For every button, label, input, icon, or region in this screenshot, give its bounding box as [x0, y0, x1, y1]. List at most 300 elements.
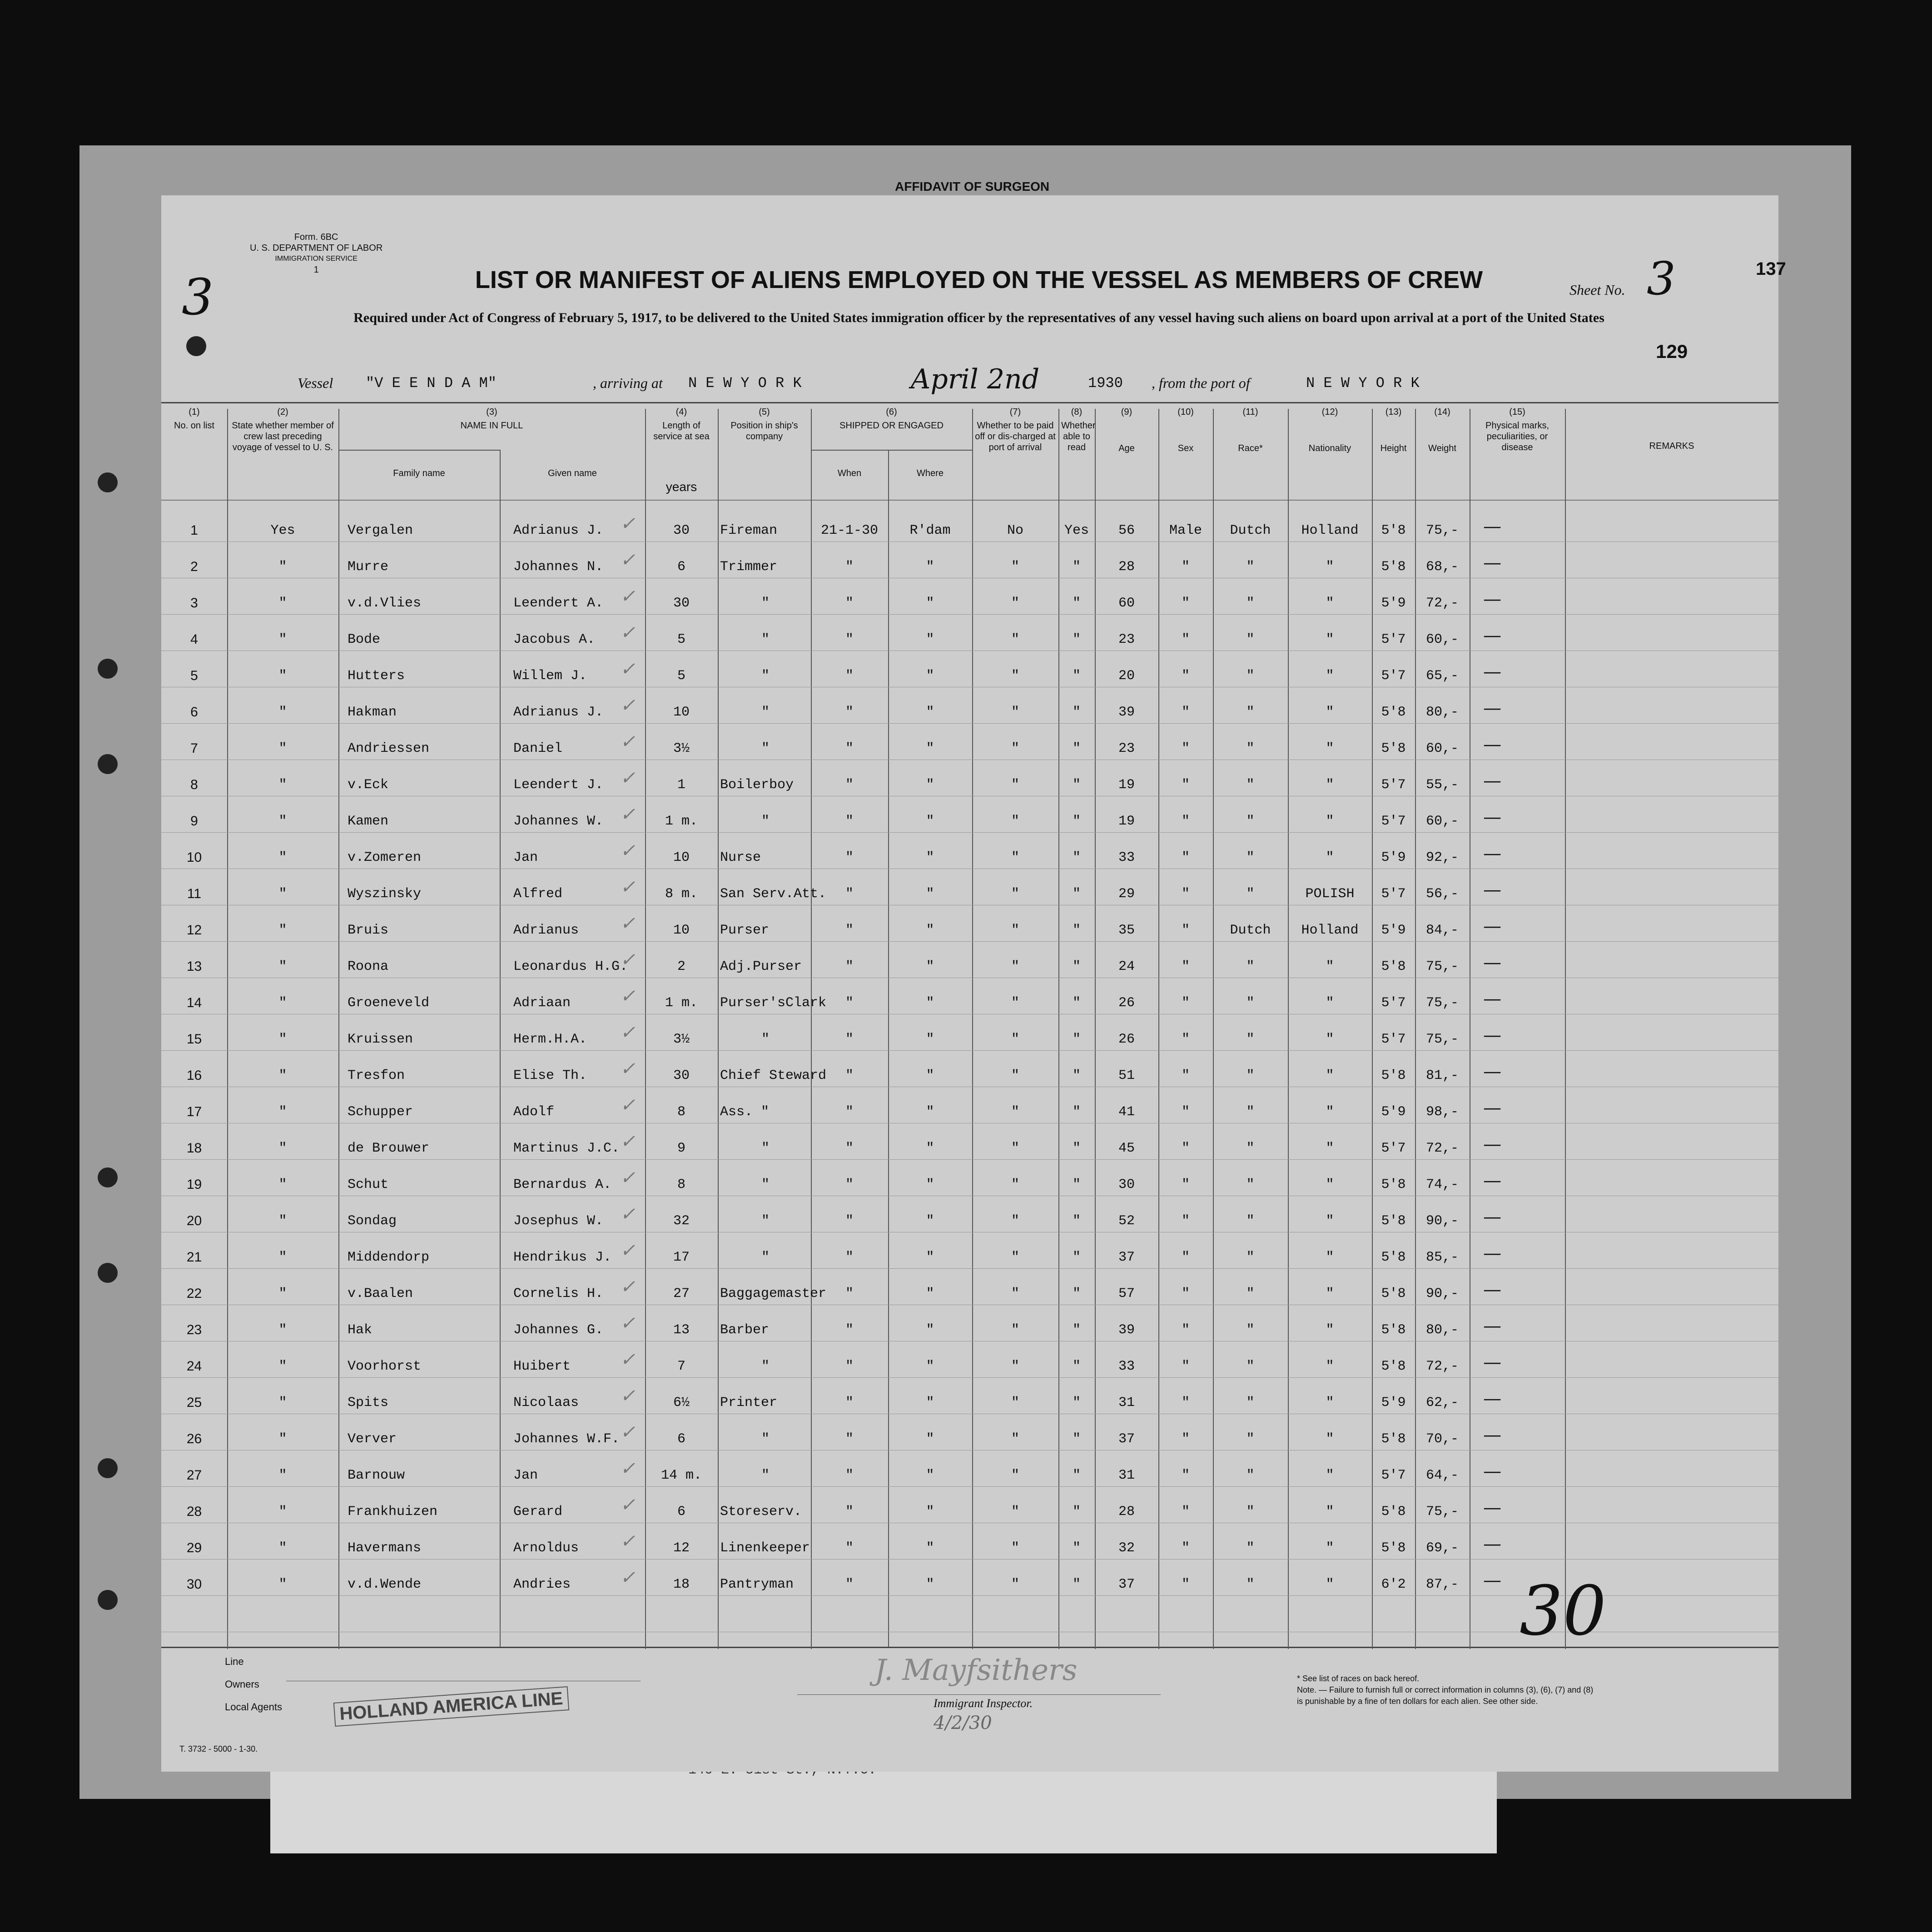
cell-no: 29	[186, 1540, 202, 1555]
cell-prev: "	[278, 1104, 287, 1120]
cell-given: Josephus W.	[513, 1213, 604, 1229]
check-tick: ✓	[620, 1458, 636, 1479]
cell-family: Hak	[348, 1322, 372, 1338]
arrival-year: 1930	[1088, 375, 1123, 392]
cell-sex: "	[1181, 1468, 1190, 1483]
cell-when: "	[845, 1540, 854, 1556]
cell-nat: "	[1326, 1504, 1334, 1520]
header-num: (11)	[1242, 407, 1258, 417]
page-subtitle: Required under Act of Congress of February 5, 1917, to be delivered to the United States immigration officer by the representatives of any vessel having such aliens on board upon arrival at a port of the United States	[353, 310, 1604, 325]
cell-age: 23	[1118, 632, 1135, 647]
cell-service: 8 m.	[665, 886, 698, 902]
row-rule	[161, 723, 1778, 724]
cell-age: 56	[1118, 523, 1135, 538]
cell-nat: "	[1326, 1286, 1334, 1301]
cell-where: "	[926, 596, 934, 611]
check-dash: —	[1483, 698, 1501, 719]
header-num: (5)	[759, 407, 770, 417]
cell-given: Daniel	[513, 741, 563, 756]
column-header: Nationality	[1308, 443, 1351, 453]
cell-height: 5'7	[1381, 632, 1406, 647]
owners-rule	[286, 1681, 641, 1682]
cell-where: "	[926, 668, 934, 684]
cell-nat: Holland	[1301, 523, 1359, 538]
cell-sex: "	[1181, 1431, 1190, 1447]
cell-race: "	[1246, 559, 1255, 575]
row-rule	[161, 614, 1778, 615]
page-title: LIST OR MANIFEST OF ALIENS EMPLOYED ON THE VESSEL AS MEMBERS OF CREW	[475, 266, 1483, 293]
cell-paid: "	[1011, 559, 1019, 575]
cell-family: Havermans	[348, 1540, 422, 1556]
cell-age: 29	[1118, 886, 1135, 902]
cell-paid: "	[1011, 668, 1019, 684]
check-tick: ✓	[620, 586, 636, 607]
column-header: Whether to be paid off or dis-charged at port of arrival	[975, 421, 1056, 452]
cell-when: "	[845, 668, 854, 684]
check-dash: —	[1483, 916, 1501, 937]
cell-service: 9	[677, 1141, 685, 1156]
cell-weight: 55,-	[1425, 777, 1459, 793]
cell-height: 5'8	[1381, 741, 1406, 756]
row-rule	[161, 832, 1778, 833]
cell-when: "	[845, 1395, 854, 1411]
cell-no: 15	[186, 1032, 202, 1047]
cell-weight: 84,-	[1425, 923, 1459, 938]
cell-given: Martinus J.C.	[513, 1141, 620, 1156]
cell-position: Trimmer	[720, 559, 778, 575]
cell-service: 30	[673, 523, 690, 538]
cell-height: 5'8	[1381, 1359, 1406, 1374]
check-tick: ✓	[620, 949, 636, 970]
cell-race: "	[1246, 959, 1255, 974]
cell-service: 17	[673, 1250, 690, 1265]
header-bottom	[161, 500, 1778, 501]
cell-no: 5	[190, 668, 198, 683]
cell-prev: "	[278, 741, 287, 756]
cell-nat: "	[1326, 1577, 1334, 1592]
cell-prev: "	[278, 850, 287, 865]
cell-where: "	[926, 705, 934, 720]
cell-age: 39	[1118, 1322, 1135, 1338]
cell-when: "	[845, 632, 854, 647]
cell-sex: "	[1181, 850, 1190, 865]
cell-race: "	[1246, 705, 1255, 720]
cell-service: 18	[673, 1577, 690, 1592]
cell-family: Murre	[348, 559, 389, 575]
cell-paid: "	[1011, 814, 1019, 829]
vessel-label: Vessel	[298, 375, 333, 391]
cell-where: "	[926, 850, 934, 865]
cell-prev: "	[278, 1032, 287, 1047]
cell-age: 35	[1118, 923, 1135, 938]
check-dash: —	[1483, 1316, 1501, 1336]
cell-no: 2	[190, 559, 198, 574]
cell-nat: "	[1326, 1468, 1334, 1483]
cell-nat: "	[1326, 959, 1334, 974]
cell-where: "	[926, 1504, 934, 1520]
cell-nat: "	[1326, 1213, 1334, 1229]
cell-service: 1 m.	[665, 995, 698, 1011]
cell-given: Adrianus	[513, 923, 579, 938]
check-dash: —	[1483, 1243, 1501, 1264]
cell-height: 5'8	[1381, 1068, 1406, 1083]
check-tick: ✓	[620, 1204, 636, 1225]
check-tick: ✓	[620, 1495, 636, 1515]
cell-family: Spits	[348, 1395, 389, 1411]
cell-weight: 75,-	[1425, 959, 1459, 974]
form-header	[250, 232, 382, 275]
cell-read: "	[1072, 886, 1081, 902]
cell-position: "	[761, 705, 770, 720]
cell-family: Verver	[348, 1431, 397, 1447]
cell-paid: "	[1011, 777, 1019, 793]
cell-sex: "	[1181, 814, 1190, 829]
cell-when: "	[845, 1577, 854, 1592]
cell-sex: "	[1181, 1213, 1190, 1229]
cell-nat: "	[1326, 1250, 1334, 1265]
check-dash: —	[1483, 589, 1501, 610]
check-dash: —	[1483, 1170, 1501, 1191]
cell-sex: "	[1181, 1359, 1190, 1374]
cell-given: Leonardus H.G.	[513, 959, 628, 974]
cell-service: 10	[673, 850, 690, 865]
cell-paid: "	[1011, 1032, 1019, 1047]
cell-sex: "	[1181, 1504, 1190, 1520]
check-dash: —	[1483, 1461, 1501, 1482]
cell-family: Sondag	[348, 1213, 397, 1229]
cell-height: 5'8	[1381, 523, 1406, 538]
cell-sex: "	[1181, 959, 1190, 974]
cell-nat: POLISH	[1305, 886, 1355, 902]
cell-read: "	[1072, 1177, 1081, 1192]
cell-race: "	[1246, 632, 1255, 647]
cell-read: "	[1072, 668, 1081, 684]
column-header: REMARKS	[1649, 441, 1694, 451]
cell-position: Purser	[720, 923, 770, 938]
cell-no: 22	[186, 1286, 202, 1301]
cell-nat: "	[1326, 1431, 1334, 1447]
cell-where: "	[926, 1032, 934, 1047]
cell-paid: "	[1011, 1322, 1019, 1338]
cell-age: 37	[1118, 1431, 1135, 1447]
cell-nat: "	[1326, 559, 1334, 575]
cell-when: "	[845, 1286, 854, 1301]
cell-service: 2	[677, 959, 685, 974]
cell-given: Arnoldus	[513, 1540, 579, 1556]
cell-when: "	[845, 1177, 854, 1192]
cell-paid: "	[1011, 741, 1019, 756]
cell-service: 30	[673, 1068, 690, 1083]
check-tick: ✓	[620, 986, 636, 1007]
inspector-label: Immigrant Inspector.	[934, 1697, 1033, 1710]
manifest-sheet	[161, 195, 1786, 1772]
cell-height: 5'8	[1381, 959, 1406, 974]
cell-weight: 90,-	[1425, 1286, 1459, 1301]
check-tick: ✓	[620, 513, 636, 534]
cell-given: Jacobus A.	[513, 632, 596, 647]
cell-where: "	[926, 777, 934, 793]
cell-no: 17	[186, 1104, 202, 1119]
cell-nat: "	[1326, 1395, 1334, 1411]
cell-sex: "	[1181, 741, 1190, 756]
cell-when: "	[845, 1322, 854, 1338]
cell-where: "	[926, 1104, 934, 1120]
cell-age: 24	[1118, 959, 1135, 974]
cell-position: Adj.Purser	[720, 959, 802, 974]
cell-weight: 69,-	[1425, 1540, 1459, 1556]
cell-age: 51	[1118, 1068, 1135, 1083]
cell-weight: 70,-	[1425, 1431, 1459, 1447]
cell-nat: "	[1326, 1177, 1334, 1192]
cell-when: "	[845, 741, 854, 756]
cell-height: 6'2	[1381, 1577, 1406, 1592]
cell-where: "	[926, 886, 934, 902]
check-dash: —	[1483, 552, 1501, 573]
table-top	[161, 402, 1778, 403]
cell-sex: "	[1181, 1395, 1190, 1411]
cell-race: "	[1246, 814, 1255, 829]
cell-where: "	[926, 959, 934, 974]
cell-service: 10	[673, 705, 690, 720]
check-dash: —	[1483, 625, 1501, 646]
cell-nat: "	[1326, 814, 1334, 829]
cell-position: Boilerboy	[720, 777, 794, 793]
header-num: (2)	[277, 407, 288, 417]
cell-weight: 85,-	[1425, 1250, 1459, 1265]
cell-nat: "	[1326, 1540, 1334, 1556]
from-port: N E W Y O R K	[1306, 375, 1420, 392]
cell-age: 37	[1118, 1250, 1135, 1265]
cell-family: Kruissen	[348, 1032, 413, 1047]
cell-where: "	[926, 1322, 934, 1338]
cell-read: "	[1072, 1068, 1081, 1083]
cell-no: 10	[186, 850, 202, 865]
cell-prev: "	[278, 1250, 287, 1265]
cell-when: 21-1-30	[820, 523, 879, 538]
cell-when: "	[845, 1213, 854, 1229]
header-num: (13)	[1385, 407, 1402, 417]
column-subheader: When	[837, 468, 862, 478]
cell-paid: "	[1011, 1504, 1019, 1520]
cell-no: 21	[186, 1250, 202, 1265]
check-dash: —	[1483, 1534, 1501, 1555]
cell-given: Cornelis H.	[513, 1286, 604, 1301]
check-dash: —	[1483, 1497, 1501, 1518]
cell-no: 16	[186, 1068, 202, 1083]
arriving-label: , arriving at	[593, 375, 663, 391]
cell-age: 33	[1118, 1359, 1135, 1374]
cell-family: Tresfon	[348, 1068, 405, 1083]
cell-prev: "	[278, 995, 287, 1011]
cell-height: 5'9	[1381, 596, 1406, 611]
cell-race: "	[1246, 1213, 1255, 1229]
cell-race: "	[1246, 1068, 1255, 1083]
cell-sex: "	[1181, 995, 1190, 1011]
cell-age: 57	[1118, 1286, 1135, 1301]
cell-race: "	[1246, 668, 1255, 684]
binder-hole	[98, 1263, 118, 1283]
cell-service: 6	[677, 1504, 685, 1520]
cell-position: "	[761, 596, 770, 611]
cell-given: Huibert	[513, 1359, 571, 1374]
cell-paid: "	[1011, 1250, 1019, 1265]
cell-read: "	[1072, 1250, 1081, 1265]
column-header: Height	[1380, 443, 1407, 453]
cell-sex: "	[1181, 705, 1190, 720]
cell-read: Yes	[1064, 523, 1089, 538]
check-dash: —	[1483, 1207, 1501, 1227]
cell-weight: 75,-	[1425, 995, 1459, 1011]
cell-paid: "	[1011, 1177, 1019, 1192]
cell-position: "	[761, 814, 770, 829]
cell-paid: "	[1011, 850, 1019, 865]
cell-read: "	[1072, 1213, 1081, 1229]
cell-sex: "	[1181, 1104, 1190, 1120]
cell-given: Alfred	[513, 886, 563, 902]
check-tick: ✓	[620, 1022, 636, 1043]
check-dash: —	[1483, 1570, 1501, 1591]
cell-paid: "	[1011, 1286, 1019, 1301]
cell-paid: "	[1011, 1359, 1019, 1374]
cell-when: "	[845, 1468, 854, 1483]
cell-age: 20	[1118, 668, 1135, 684]
cell-family: Schut	[348, 1177, 389, 1192]
cell-family: Frankhuizen	[348, 1504, 438, 1520]
cell-race: Dutch	[1230, 923, 1271, 938]
cell-paid: "	[1011, 1468, 1019, 1483]
header-num: (15)	[1509, 407, 1525, 417]
cell-prev: "	[278, 886, 287, 902]
cell-paid: No	[1007, 523, 1023, 538]
cell-where: "	[926, 741, 934, 756]
cell-race: "	[1246, 1577, 1255, 1592]
cell-read: "	[1072, 850, 1081, 865]
column-header: Position in ship's company	[730, 421, 798, 442]
cell-prev: "	[278, 1213, 287, 1229]
check-tick: ✓	[620, 1167, 636, 1188]
cell-when: "	[845, 777, 854, 793]
cell-height: 5'8	[1381, 1540, 1406, 1556]
cell-family: Kamen	[348, 814, 389, 829]
row-rule	[161, 1486, 1778, 1487]
cell-service: 6½	[673, 1395, 690, 1411]
cell-race: "	[1246, 1504, 1255, 1520]
cell-given: Hendrikus J.	[513, 1250, 612, 1265]
subcolumn-rule	[500, 450, 501, 1647]
cell-where: "	[926, 1250, 934, 1265]
cell-when: "	[845, 1068, 854, 1083]
check-tick: ✓	[620, 1386, 636, 1406]
check-dash: —	[1483, 988, 1501, 1009]
cell-position: San Serv.Att.	[720, 886, 827, 902]
cell-weight: 75,-	[1425, 1504, 1459, 1520]
cell-service: 10	[673, 923, 690, 938]
cell-when: "	[845, 814, 854, 829]
cell-race: Dutch	[1230, 523, 1271, 538]
cell-prev: "	[278, 1068, 287, 1083]
cell-height: 5'7	[1381, 1032, 1406, 1047]
cell-age: 31	[1118, 1468, 1135, 1483]
form-code: T. 3732 - 5000 - 1-30.	[179, 1744, 258, 1753]
check-tick: ✓	[620, 695, 636, 716]
signature-date: 4/2/30	[934, 1713, 992, 1733]
signature-rule	[797, 1694, 1161, 1695]
cell-nat: "	[1326, 777, 1334, 793]
cell-race: "	[1246, 1250, 1255, 1265]
check-tick: ✓	[620, 768, 636, 789]
cell-position: Pantryman	[720, 1577, 794, 1592]
cell-where: "	[926, 1359, 934, 1374]
cell-service: 32	[673, 1213, 690, 1229]
cell-family: v.d.Vlies	[348, 596, 422, 611]
column-header: Weight	[1428, 443, 1456, 453]
cell-prev: "	[278, 1577, 287, 1592]
arrival-date: April 2nd	[911, 363, 1040, 395]
check-dash: —	[1483, 1425, 1501, 1445]
cell-given: Leendert J.	[513, 777, 604, 793]
cell-read: "	[1072, 632, 1081, 647]
cell-service: 1	[677, 777, 685, 793]
check-tick: ✓	[620, 1349, 636, 1370]
cell-prev: "	[278, 923, 287, 938]
arriving-port: N E W Y O R K	[688, 375, 802, 392]
cell-weight: 65,-	[1425, 668, 1459, 684]
cell-height: 5'8	[1381, 1322, 1406, 1338]
check-dash: —	[1483, 879, 1501, 900]
cell-race: "	[1246, 1359, 1255, 1374]
cell-given: Jan	[513, 850, 538, 865]
cell-when: "	[845, 559, 854, 575]
cell-paid: "	[1011, 1213, 1019, 1229]
cell-given: Adolf	[513, 1104, 555, 1120]
cell-where: R'dam	[909, 523, 951, 538]
cell-read: "	[1072, 741, 1081, 756]
fine-note: Note. — Failure to furnish full or correct information in columns (3), (6), (7) and (8)	[1297, 1685, 1594, 1694]
form-dept: U. S. DEPARTMENT OF LABOR	[250, 243, 383, 253]
service-unit: years	[666, 480, 697, 494]
cell-height: 5'7	[1381, 886, 1406, 902]
affidavit-stamp: AFFIDAVIT OF SURGEON	[895, 179, 1050, 194]
cell-service: 30	[673, 596, 690, 611]
check-tick: ✓	[620, 1240, 636, 1261]
column-header: NAME IN FULL	[460, 421, 523, 431]
cell-height: 5'9	[1381, 850, 1406, 865]
cell-prev: "	[278, 1468, 287, 1483]
cell-height: 5'7	[1381, 777, 1406, 793]
cell-when: "	[845, 886, 854, 902]
cell-given: Herm.H.A.	[513, 1032, 587, 1047]
cell-nat: "	[1326, 1032, 1334, 1047]
cell-when: "	[845, 1359, 854, 1374]
form-number: Form. 6BC	[294, 232, 338, 242]
cell-position: Fireman	[720, 523, 778, 538]
cell-read: "	[1072, 559, 1081, 575]
cell-height: 5'9	[1381, 1395, 1406, 1411]
agents-label: Local Agents	[225, 1701, 282, 1713]
cell-prev: "	[278, 1504, 287, 1520]
cell-read: "	[1072, 1540, 1081, 1556]
cell-race: "	[1246, 741, 1255, 756]
cell-height: 5'8	[1381, 1213, 1406, 1229]
cell-prev: Yes	[270, 523, 295, 538]
cell-nat: "	[1326, 741, 1334, 756]
cell-service: 5	[677, 632, 685, 647]
cell-position: Ass. "	[720, 1104, 770, 1120]
cell-age: 28	[1118, 1504, 1135, 1520]
cell-family: de Brouwer	[348, 1141, 430, 1156]
form-service: IMMIGRATION SERVICE	[275, 255, 358, 263]
row-rule	[161, 1559, 1778, 1560]
